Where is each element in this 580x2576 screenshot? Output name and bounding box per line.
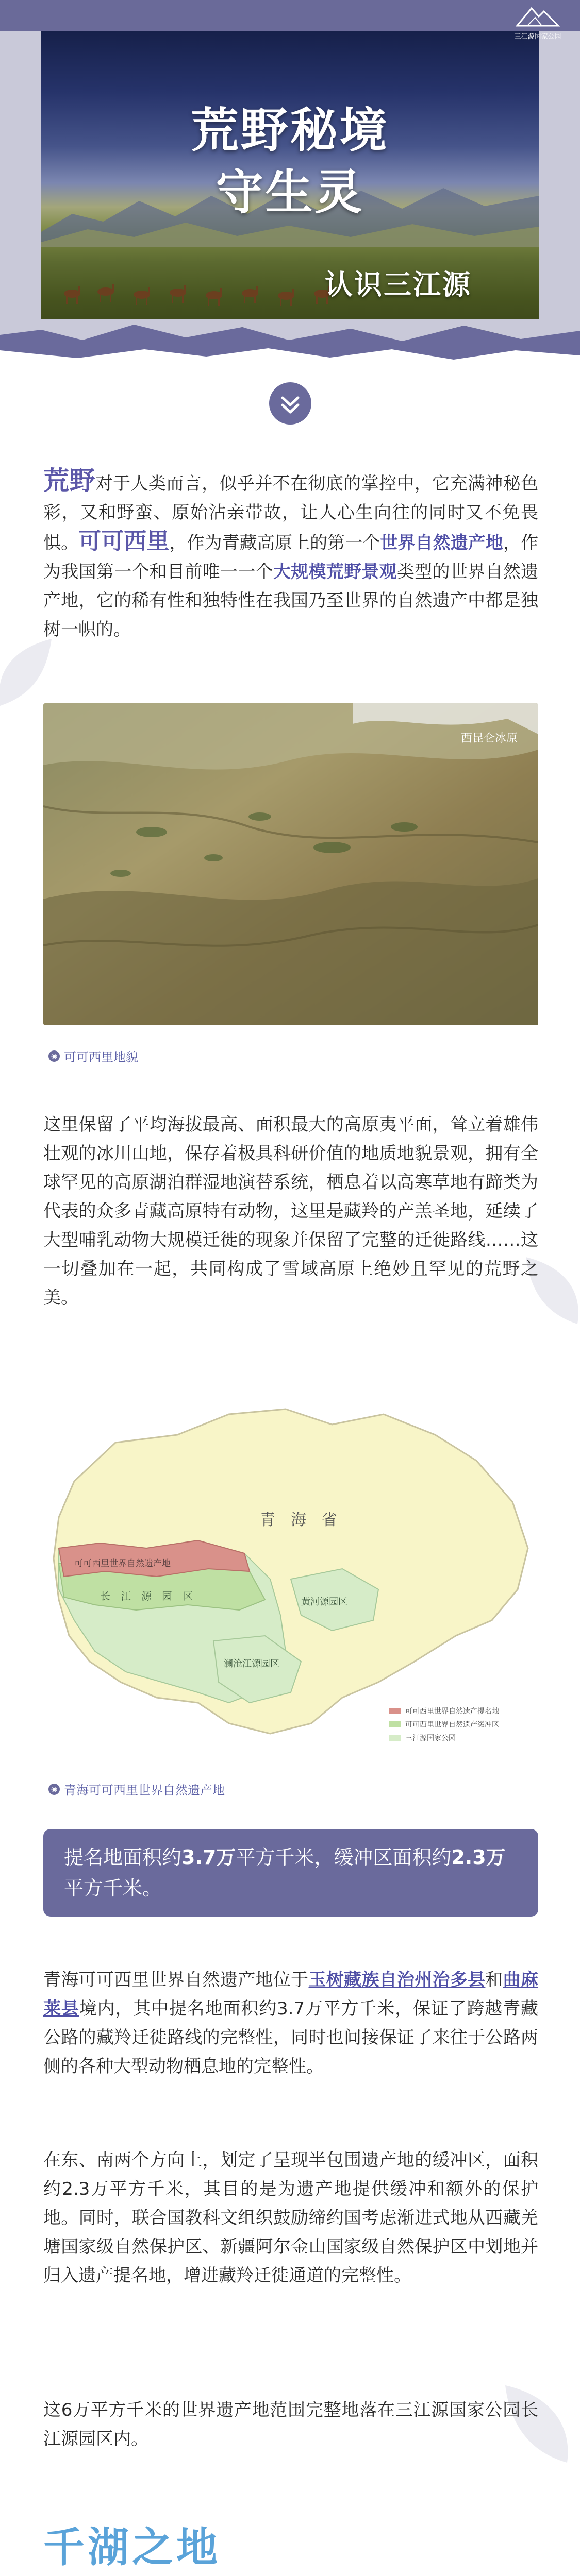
scroll-down-button[interactable] xyxy=(269,382,311,425)
highlight-heritage: 世界自然遗产地 xyxy=(380,533,503,553)
buffer-area-value: 2.3万 xyxy=(451,1846,506,1869)
legend-swatch xyxy=(389,1735,401,1741)
hero-subtitle: 认识三江源 xyxy=(325,268,472,301)
hero-title-line2: 守生灵 xyxy=(216,164,364,220)
highlight-kekexili: 可可西里 xyxy=(78,528,170,554)
legend-label: 可可西里世界自然遗产提名地 xyxy=(405,1707,499,1716)
photo-label: 西昆仑冰原 xyxy=(461,732,518,745)
antelope-herd xyxy=(57,268,366,309)
nominated-area-value: 3.7万 xyxy=(181,1846,236,1869)
qinghai-map xyxy=(43,1394,538,1775)
chevron-down-icon xyxy=(269,382,311,425)
lead-word: 荒野 xyxy=(43,466,95,496)
map-legend xyxy=(389,1707,499,1742)
hero-banner xyxy=(0,0,580,335)
terrain-relief-image xyxy=(43,703,538,1025)
map-caption: ◉ 青海可可西里世界自然遗产地 xyxy=(48,1780,225,1798)
mountain-logo-icon xyxy=(512,3,564,28)
legend-label: 三江源国家公园 xyxy=(405,1734,456,1742)
location-paragraph: 青海可可西里世界自然遗产地位于玉树藏族自治州治多县和曲麻莱县境内，其中提名地面积约3.7万平方千米，保证了跨越青藏公路的藏羚迁徙路线的完整性，同时也间接保证了来往于公路两侧的各种大型动物栖息地的完整性。 xyxy=(43,1970,539,2077)
hero-title-line1: 荒野秘境 xyxy=(191,103,389,158)
lancang-label: 澜沧江源园区 xyxy=(224,1658,279,1669)
highlight-wilderness: 大规模荒野景观 xyxy=(273,562,397,582)
leaf-decoration-icon xyxy=(0,634,62,711)
terrain-photo xyxy=(43,703,538,1025)
top-band xyxy=(0,0,580,31)
heritage-site-label: 可可西里世界自然遗产地 xyxy=(74,1558,171,1569)
legend-swatch xyxy=(389,1721,401,1727)
landscape-paragraph: 这里保留了平均海拔最高、面积最大的高原夷平面，耸立着雄伟壮观的冰川山地，保存着极具科研价值的地质地貌景观，拥有全球罕见的高原湖泊群湿地演替系统，栖息着以高寒草地有蹄类为代表的众多青藏高原特有动物，这里是藏羚的产羔圣地，延续了大型哺乳动物大规模迁徙的现象并保留了完整的迁徙路线……这一切叠加在一起，共同构成了雪域高原上绝妙且罕见的荒野之美。 xyxy=(43,1114,538,1308)
park-paragraph: 这6万平方千米的世界遗产地范围完整地落在三江源国家公园长江源园区内。 xyxy=(43,2400,538,2449)
province-label: 青 海 省 xyxy=(260,1511,337,1529)
section-title-lakes: 千湖之地 xyxy=(43,2523,221,2571)
buffer-paragraph: 在东、南两个方向上，划定了呈现半包围遗产地的缓冲区，面积约2.3万平方千米，其目的是为遗产地提供缓冲和额外的保护地。同时，联合国教科文组织鼓励缔约国考虑渐进式地从西藏羌塘国家级自然保护区、新疆阿尔金山国家级自然保护区中划地并归入遗产提名地，增进藏羚迁徙通道的完整性。 xyxy=(43,2150,538,2286)
photo-caption: ◉ 可可西里地貌 xyxy=(48,1047,138,1065)
changjiang-label: 长 江 源 园 区 xyxy=(100,1590,193,1602)
qumalai-county-link[interactable]: 曲麻莱县 xyxy=(43,1970,539,2019)
intro-paragraph: 荒野对于人类而言，似乎并不在彻底的掌控中，它充满神秘色彩，又和野蛮、原始沾亲带故，让人心生向往的同时又不免畏惧。可可西里，作为青藏高原上的第一个世界自然遗产地，作为我国第一个和目前唯一一个大规模荒野景观类型的世界自然遗产地，它的稀有性和独特性在我国乃至世界的自然遗产中都是独树一帜的。 xyxy=(43,466,539,640)
legend-label: 可可西里世界自然遗产缓冲区 xyxy=(405,1721,499,1729)
location-pin-icon: ◉ xyxy=(48,1784,60,1795)
huanghe-label: 黄河源园区 xyxy=(301,1597,347,1607)
logo xyxy=(507,3,569,40)
heritage-map xyxy=(43,1394,538,1775)
hero-torn-edge xyxy=(0,319,580,376)
area-callout: 提名地面积约3.7万平方千米，缓冲区面积约2.3万平方千米。 xyxy=(43,1829,538,1917)
zhiduo-county-link[interactable]: 玉树藏族自治州治多县 xyxy=(308,1970,486,1990)
location-pin-icon: ◉ xyxy=(48,1050,60,1062)
legend-swatch xyxy=(389,1708,401,1714)
logo-text: 三江源国家公园 xyxy=(514,33,561,41)
